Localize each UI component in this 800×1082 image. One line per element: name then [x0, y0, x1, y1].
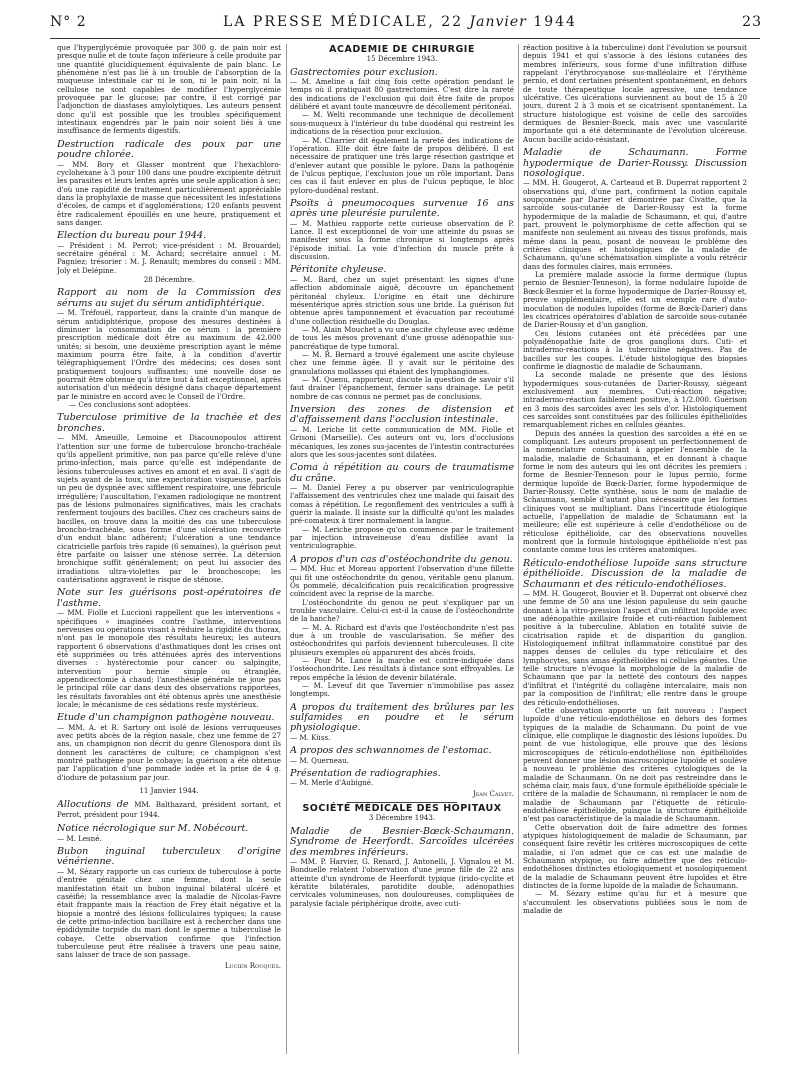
- article-title: Inversion des zones de distension et d'affaissement dans l'occlusion intestinale.: [290, 404, 514, 426]
- paragraph: — M. Küss.: [290, 732, 331, 742]
- paragraph: — M. Merle d'Aubigné.: [290, 778, 374, 788]
- session-date: 15 Décembre 1943.: [366, 54, 438, 64]
- journal-year: 1944: [533, 14, 577, 30]
- paragraph: — M. R. Bernard a trouvé également une ascite chyleuse chez une femme âgée. Il y avait sur le péritoine des granulations mollasses qui étaient des lymphangiomes.: [290, 349, 514, 376]
- page-header: [30, 14, 770, 34]
- paragraph: Depuis des années la question des sarcoïdes a été en se compliquant. Les auteurs proposent un perfectionnement de la nomenclature consistant à appeler l'ensemble de la maladie, maladie de Schaumann, et en donnant à chaque forme le nom des auteurs qui les ont décrites les premiers : forme de Besnier-Tenneson pour le lupus pernio, forme dermique lupoïde de Bœck-Darier, forme hypodermique de Darier-Roussy. Cette synthèse, sous le nom de maladie de Schaumann, semble d'autant plus nécessaire que les formes cliniques vont se multipliant. Dans l'incertitude étiologique actuelle, l'appellation de maladie de Schaumann est la meilleure; elle est supérieure à celle d'endothéliose ou de réticulose épithélioïde, car des observations nouvelles montrent que la formule histologique épithélioïde n'est pas constante comme tous les critères anatomiques.: [523, 428, 747, 555]
- paragraph: — M. Mathieu rapporte cette curieuse observation de P. Lance. Il est exceptionnel de voir une atteinte du psoas se manifester sous la forme chronique si longtemps après l'épisode initial. La voie d'infection du muscle prête à discussion.: [290, 218, 514, 262]
- paragraph: Cette observation doit de faire admettre des formes atypiques histologiquement de maladie de Schaumann, par conséquent faire revêtir les critères microscopiques de cette maladie, si l'on admet que ce cas est une maladie de Schaumann atypique, ou faire admettre que des réticulo-endothélioses distinctes étiologiquement et nosologiquement de la maladie de Schaumann peuvent être lupoïdes et être distinctes de la forme lupoïde de la maladie de Schaumann.: [523, 822, 747, 891]
- article-title: Destruction radicale des poux par une poudre chlorée.: [57, 138, 281, 161]
- article-title: Gastrectomies pour exclusion.: [290, 66, 438, 78]
- paragraph: — M. Lesné.: [57, 833, 102, 843]
- session-date: 28 Décembre.: [143, 275, 195, 285]
- article-title: Maladie de Besnier-Bœck-Schaumann. Syndrome de Heerfordt. Sarcoïdes ulcérées des membres inférieurs.: [290, 825, 514, 858]
- paragraph: — Ces conclusions sont adoptées.: [69, 400, 191, 410]
- paragraph: réaction positive à la tuberculine) dont l'évolution se poursuit depuis 1941 et qui s'associe à des lésions cutanées des membres inférieurs, sous forme d'une infiltration diffuse rappelant l'érythrocyanose sus-malléolaire et l'érythème pernio, et dont certaines présentent spontanément, en dehors de toute thérapeutique locale agressive, une tendance ulcérative. Ces ulcérations surviennent au bout de 15 à 20 jours, durent 2 à 3 mois et se cicatrisent spontanément. La structure histologique est voisine de celle des sarcoïdes dermiques de Besnier-Boeck, mais avec une vascularité importante qui a été déterminante de l'évolution ulcéreuse. Aucun bacille acido-résistant.: [523, 44, 747, 144]
- article-title: Tuberculose primitive de la trachée et des bronches.: [57, 412, 281, 434]
- article-title: Maladie de Schaumann. Forme hypodermique de Darier-Roussy. Discussion nosologique.: [523, 147, 747, 179]
- paragraph: La seconde malade ne présente que des lésions hypodermiques sous-cutanées de Darier-Roussy, siégeant exclusivement aux membres. Cuti-réaction négative; intradermo-réaction faiblement positive, à 1/2.000. Guérison en 3 mois des sarcoïdes avec les sels d'or. Histologiquement ces sarcoïdes sont constituées par des follicules épithélioïdes remarquablement riches en cellules géantes.: [523, 370, 747, 430]
- paragraph: Ces lésions cutanées ont été précédées par une polyadénopathie faite de gros ganglions durs. Cuti- et intradermo-réactions à la tuberculine négatives. Pas de bacilles sur les coupes. L'étude histologique des biopsies confirme le diagnostic de maladie de Schaumann.: [523, 328, 747, 371]
- paragraph: — MM. Fiolle et Luccioni rappellent que les interventions « spécifiques » imaginées contre l'asthme, interventions nerveuses ou opérations visant à réduire la rigidité du thorax, n'ont pas le monopole des résultats heureux; les auteurs rapportent 6 observations d'asthmatiques dont les crises ont été supprimées ou très atténuées après des interventions diverses : hystérectomie pour cancer ou salpingite, intervention pour hernie simple ou étranglée, appendicectomie à chaud; l'anesthésie générale ne joue pas le principal rôle car dans deux des observations rapportées, les résultats favorables ont été obtenus après une anesthésie locale; le mécanisme de ces sédations reste mystérieux.: [57, 608, 281, 709]
- paragraph: — M. A. Richard est d'avis que l'ostéochondrite n'est pas due à un trouble de vascularisation. Se méfier des ostéochondrites qui parfois deviennent tuberculeuses. Il cite plusieurs exemples où apparurent des abcès froids.: [290, 622, 514, 657]
- column-2: [290, 44, 514, 1074]
- article-title: Note sur les guérisons post-opératoires de l'asthme.: [57, 587, 281, 609]
- paragraph: — M. Welti recommande une technique de décollement sous-muqueux à l'intérieur du tube duodénal qui restreint les indications de la résection pour exclusion.: [290, 110, 514, 137]
- paragraph: — MM. Ameuille, Lemoine et Diacounopoulos attirent l'attention sur une forme de tuberculose broncho-trachéale qu'ils appellent primitive, non pas parce qu'elle relève d'une primo-infection, mais parce qu'elle est indépendante de lésions tuberculeuses actives en amont et en aval. Il s'agit de sujets ayant de la toux, une expectoration visqueuse, parfois un peu de dyspnée avec sifflement respiratoire, une fébricule irrégulière; l'auscultation, l'examen radiologique ne montrent pas de lésions pulmonaires significatives, mais les crachats renferment toujours des bacilles. Chez ces cracheurs sains de bacilles, on trouve dans la moitié des cas une tuberculose broncho-trachéale, sous forme d'une ulcération recouverte d'un enduit blanc adhérent; l'ulcération a une tendance cicatricielle parfois très rapide (6 semaines), la guérison peut être parfaite ou laisser une sténose serrée. La détersion bronchique suffit généralement; on peut lui associer des irradiations ultra-violettes par le bronchoscope; les cautérisations aggravent le risque de sténose.: [57, 433, 281, 585]
- author-signature: Jean Calvet.: [472, 789, 514, 798]
- article-title: Etude d'un champignon pathogène nouveau.: [57, 712, 275, 724]
- header-rule: [50, 38, 760, 39]
- paragraph: — MM. Huc et Moreau apportent l'observation d'une fillette qui fit une ostéochondrite du genou, véritable genu planum. Os pommelé, décalcification puis recalcification progressive coïncident avec la reprise de la marche.: [290, 564, 514, 599]
- article-title: Coma à répétition au cours de traumatisme du crâne.: [290, 462, 514, 484]
- article-title: A propos des schwannomes de l'estomac.: [290, 745, 492, 757]
- paragraph: — MM. Bory et Glasser montrent que l'hexachloro-cyclohexane à 3 pour 100 dans une poudre excipiente détruit les parasites et leurs lentes après une seule application à sec; d'où une rapidité de traitement particulièrement appréciable dans la prophylaxie de masse que nécessitent les infestations d'écoles, de camps et d'agglomérations; 120 enfants peuvent être radicalement épouillés en une heure, pratiquement et sans danger.: [57, 159, 281, 227]
- article-title: Péritonite chyleuse.: [290, 264, 387, 276]
- journal-month: Janvier: [469, 14, 527, 30]
- issue-number: N° 2: [50, 14, 87, 30]
- article-title: Rapport au nom de la Commission des sérums au sujet du sérum antidiphtérique.: [57, 287, 281, 309]
- paragraph: — Pour M. Lance la marche est contre-indiquée dans l'ostéochondrite. Les résultats à distance sont effroyables. Le repos empêche la lésion de devenir bilatérale.: [290, 655, 514, 682]
- paragraph: que l'hyperglycémie provoquée par 300 g. de pain noir est presque nulle et de toute façon inférieure à celle produite par une quantité glucidiquement équivalente de pain blanc. Le phénomène n'est pas lié à un trouble de l'absorption de la muqueuse intestinale car ni le son, ni le pain noir, ni la cellulose ne sont capables de modifier l'hyperglycémie provoquée par le glucose; par contre, il est corrigé par l'adjonction de diastases amylolytiques. Les auteurs pensent donc qu'il est possible que les troubles spécifiquement intestinaux engendrés par le pain noir soient liés à une insuffisance de ferments digestifs.: [57, 44, 281, 136]
- article-title: Psoïts à pneumocoques survenue 16 ans après une pleurésie purulente.: [290, 197, 514, 220]
- column-3: [523, 44, 747, 1074]
- page-number: 23: [742, 14, 762, 30]
- paragraph: La première malade associe la forme dermique (lupus pernio de Besnier-Tenneson), la forme nodulaire lupoïde de Bœck-Besnier et la forme hypodermique de Darier-Roussy et, preuve supplémentaire, elle est un exemple rare d'auto-inoculation de nodules lupoïdes (forme de Bœck-Darier) dans les cicatrices opératoires d'ablation de sarcoïde sous-cutanée de Darier-Roussy et d'un ganglion.: [523, 270, 747, 330]
- article-title: Présentation de radiographies.: [290, 767, 441, 779]
- paragraph: — M. Querneau.: [290, 755, 349, 765]
- paragraph: Cette observation apporte un fait nouveau : l'aspect lupoïde d'une réticulo-endothéliose en dehors des formes typiques de la maladie de Schaumann. Du point de vue clinique, elle complique le diagnostic des lésions lupoïdes. Du point de vue histologique, elle prouve que des lésions microscopiques de réticulo-endothéliose non épithélioïdes peuvent donner une lésion macroscopique lupoïde et soulève à nouveau le problème des critères cytologiques de la maladie de Schaumann. On ne doit pas restreindre dans le schéma clair, mais faux, d'une formule épithélioïde spéciale le critère de la maladie de Schaumann, ni remplacer le nom de maladie de Schaumann par l'étiquette de réticulo-endothéliose épithélioïde, puisque la structure épithélioïde n'est pas caractéristique de la maladie de Schaumann.: [523, 705, 747, 824]
- column-divider: [518, 44, 519, 1054]
- paragraph: — M. Sézary estime qu'au fur et à mesure que s'accumulent les observations publiées sous le nom de maladie de: [523, 889, 747, 916]
- paragraph: — M. Sézary rapporte un cas curieux de tuberculose à porte d'entrée génitale chez une femme, dont la seule manifestation était un bubon inguinal bilatéral ulcéré et caséifié; la ressemblance avec la maladie de Nicolas-Favre était frappante mais la réaction de Frey était négative et la biopsie a montré des lésions folliculaires typiques; la cause de cette primo-infection bacillaire est à rechercher dans une épididymite torpide du mari dont le sperme a tuberculisé le cobaye. Cette observation confirme que l'infection tuberculeuse peut être réalisée à travers une peau saine, sans laisser de trace de son passage.: [57, 866, 281, 960]
- column-1: [57, 44, 281, 1074]
- article-title-suffix: MM. Balthazard, président sortant, et Perrot, président pour 1944.: [57, 799, 281, 819]
- article-title: A propos du traitement des brûlures par les sulfamides en poudre et le sérum physiologique.: [290, 701, 514, 734]
- session-date: 3 Décembre 1943.: [368, 813, 436, 823]
- paragraph: — MM. A. et R. Sartory ont isolé de lésions verruqueuses avec petits abcès de la région nasale, chez une femme de 27 ans, un champignon non décrit du genre Glenospora dont ils donnent les caractères de culture; ce champignon s'est montré pathogène pour le cobaye; la guérison a été obtenue par l'application d'une pommade iodée et la prise de 4 g. d'iodure de potassium par jour.: [57, 722, 281, 782]
- paragraph: — M. Tréfouël, rapporteur, dans la crainte d'un manque de sérum antidiphtérique, propose des mesures destinées à diminuer la consommation de ce sérum : la première prescription médicale doit être au maximum de 42.000 unités; si besoin, une deuxième prescription ayant le même maximum pourra être faite, à la condition d'avertir télégraphiquement l'Ordre des médecins; ces doses sont pratiquement toujours suffisantes; une nouvelle dose ne pourrait être obtenue qu'à titre tout à fait exceptionnel, après autorisation d'un médecin désigné dans chaque département par le ministre en accord avec le Conseil de l'Ordre.: [57, 308, 281, 401]
- article-title: A propos d'un cas d'ostéochondrite du genou.: [290, 553, 513, 565]
- paragraph: — MM. H. Gougerot, Bouvier et B. Duperrat ont observé chez une femme de 50 ans une lésion papuleuse du sein gauche donnant à la vitro-pression l'aspect d'un infiltrat lupoïde avec une adénopathie axillaire froide et cuti-réaction faiblement positive à la tuberculine. Ablation en totalité suivie de cicatrisation rapide et de disparition du ganglion. Histologiquement infiltrat inflammatoire constitué par des nappes denses de cellules du type réticulaire et des lymphocytes, sans amas épithélioïdes ni cellules géantes. Une telle structure n'évoque la morphologie de la maladie de Schaumann que par la netteté des contours des nappes d'infiltrat et l'intégrité du collagène intercalaire, mais non par la composition de l'infiltrat; elle rentre dans le groupe des réticulo-endothélioses.: [523, 589, 747, 707]
- section-heading: SOCIÉTÉ MÉDICALE DES HOPITAUX: [302, 803, 502, 815]
- author-signature: Lucien Rouquès.: [224, 961, 281, 970]
- article-title: Election du bureau pour 1944.: [57, 230, 207, 242]
- article-title: Notice nécrologique sur M. Nobécourt.: [57, 823, 249, 835]
- section-heading: ACADÉMIE DE CHIRURGIE: [329, 44, 475, 55]
- paragraph: — M. Quenu, rapporteur, discute la question de savoir s'il faut drainer l'épanchement, fermer sans drainage. Le petit nombre de cas connus ne permet pas de conclusions.: [290, 374, 514, 401]
- paragraph: — MM. P. Harvier, G. Renard, J. Antonelli, J. Vignalou et M. Bonduelle relatent l'observation d'une jeune fille de 22 ans atteinte d'un syndrome de Heerfordt typique (irido-cyclite et kératite bilatérales, parotidite double, adénopathies cervicales volumineuses, non douloureuses, compliquées de paralysie faciale périphérique droite, avec cuti-: [290, 856, 514, 908]
- paragraph: — M. Alain Mouchet a vu une ascite chyleuse avec œdème de tous les mésos provenant d'une grosse adénopathie sus-pancréatique de type tumoral.: [290, 324, 514, 351]
- journal-title-text: LA PRESSE MÉDICALE, 22: [223, 14, 464, 30]
- paragraph: — M. Leveuf dit que Tavernier n'immobilise pas assez longtemps.: [290, 680, 514, 699]
- paragraph: — M. Charrier dit également la rareté des indications de l'opération. Elle doit être faite de propos délibéré. Il est nécessaire de pratiquer une très large résection gastrique et d'enlever autant que possible le pylore. Dans la pathogénie de l'ulcus peptique, l'exclusion joue un rôle important. Dans ces cas il faut enlever en plus de l'ulcus peptique, le bloc pyloro-duodénal restant.: [290, 135, 514, 195]
- paragraph: — M. Bard, chez un sujet présentant les signes d'une affection abdominale aiguë, découvre un épanchement péritonéal chyleux. L'origine en était une déchirure mésentérique après striction sous une bride. La guérison fut obtenue après tamponnement et évacuation par recoutumé d'une collection résiduelle du Douglas.: [290, 274, 514, 326]
- journal-title: [30, 14, 770, 30]
- session-date: 11 Janvier 1944.: [139, 786, 199, 796]
- paragraph: — M. Leriche propose qu'on commence par le traitement par injection intraveineuse d'eau distillée avant la ventriculographie.: [290, 524, 514, 551]
- paragraph: — M. Leriche lit cette communication de MM. Fiolle et Grisoni (Marseille). Ces auteurs ont vu, lors d'occlusions mécaniques, les zones sus-jacentes de l'intestin contracturées alors que les sous-jacentes sont dilatées.: [290, 424, 514, 459]
- paragraph: — M. Daniel Ferey a pu observer par ventriculographie l'affaissement des ventricules chez une malade qui faisait des comas à répétition. Le regonflement des ventricules a suffi à guérir la malade. Il insiste sur la difficulté qu'ont les malades pré-comateux à tirer normalement la langue.: [290, 483, 514, 526]
- paragraph: — M. Ameline a fait cinq fois cette opération pendant le temps où il pratiquait 80 gastrectomies. C'est dire la rareté des indications de l'exclusion qui doit être faite de propos délibéré et avant toute manœuvre de décollement péritonéal.: [290, 77, 514, 112]
- article-title: Réticulo-endothéliose lupoïde sans structure épithélioïde. Discussion de la maladie de Schaumann et des réticulo-endothélioses.: [523, 557, 747, 590]
- article-title-text: Allocutions de: [57, 798, 129, 810]
- article-title: [57, 800, 281, 821]
- paragraph: — MM. H. Gougerot, A. Carteaud et B. Duperrat rapportent 2 observations qui, d'une part, confirment la notion capitale soupçonnée par Darier et démontrée par Civatte, que la sarcoïde sous-cutanée de Darier-Roussy est la forme hypodermique de la maladie de Schaumann, et qui, d'autre part, prouvent le polymorphisme de cette affection qui se manifeste non seulement au niveau des tissus profonds, mais même dans la peau, posant de nouveau le problème des critères cliniques et histologiques de la maladie de Schaumann, qu'une schématisation simpliste a voulu rétrécir dans des formules claires, mais erronées.: [523, 178, 747, 271]
- paragraph: — Président : M. Perrot; vice-président : M. Brouardel; secrétaire général : M. Achard; secrétaire annuel : M. Pagniez; trésorier : M. J. Renault; membres du conseil : MM. Joly et Delépine.: [57, 240, 281, 275]
- column-divider: [286, 44, 287, 1054]
- article-title: Bubon inguinal tuberculeux d'origine vénérienne.: [57, 846, 281, 868]
- paragraph: L'ostéochondrite du genou ne peut s'expliquer par un trouble vasculaire. Celui-ci est-il la cause de l'ostéochondrite de la hanche?: [290, 597, 514, 624]
